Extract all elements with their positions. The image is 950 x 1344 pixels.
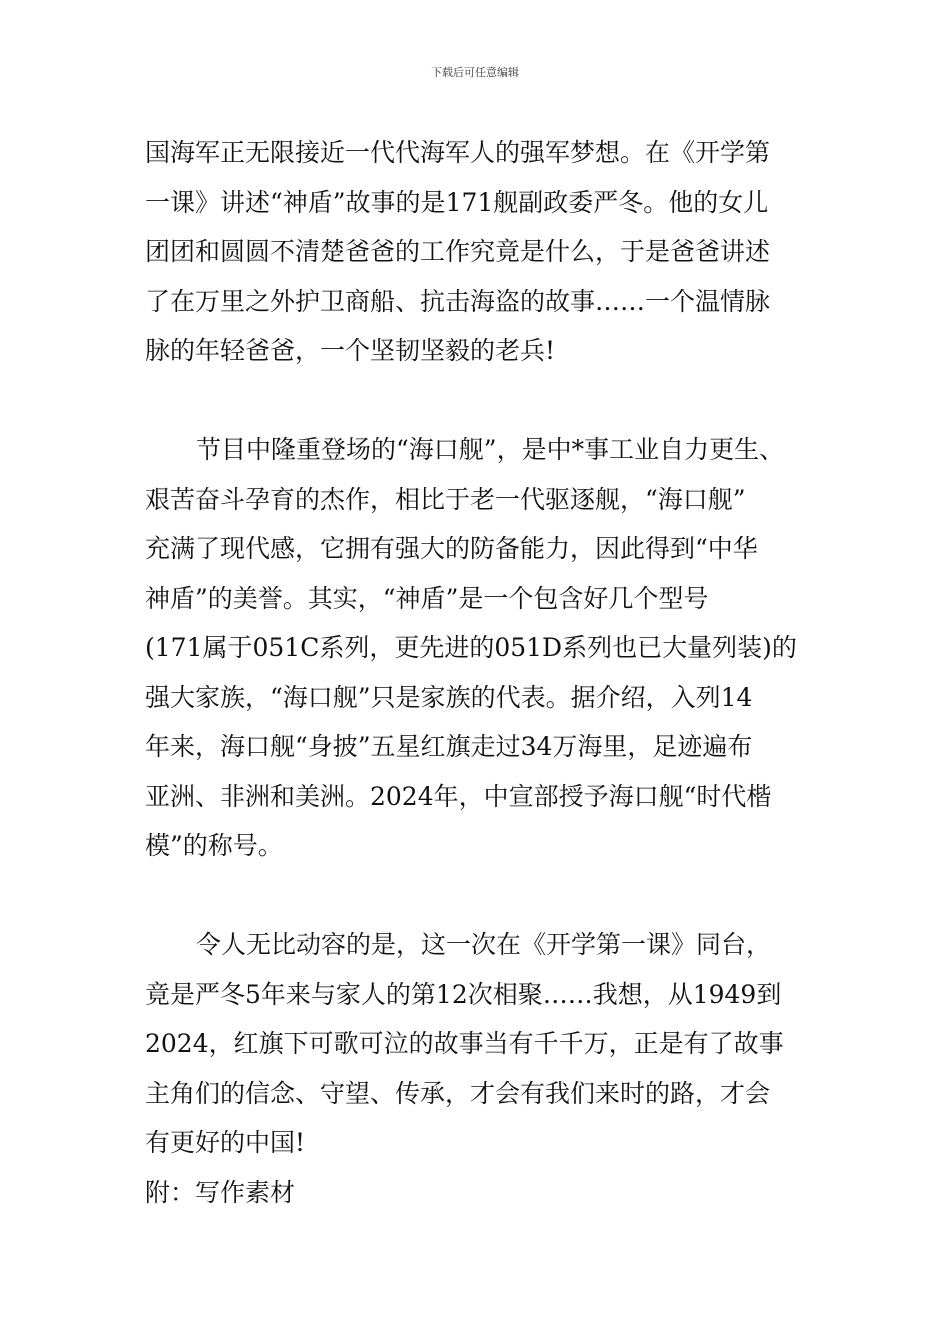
paragraph-line: 团团和圆圆不清楚爸爸的工作究竟是什么，于是爸爸讲述	[145, 237, 771, 266]
paragraph-line: 国海军正无限接近一代代海军人的强军梦想。在《开学第	[145, 138, 771, 167]
paragraph-line: 脉的年轻爸爸，一个坚韧坚毅的老兵!	[145, 336, 556, 365]
paragraph-line: 强大家族，“海口舰”只是家族的代表。据介绍，入列14	[145, 682, 753, 712]
paragraph-line: 年来，海口舰“身披”五星红旗走过34万海里，足迹遍布	[145, 732, 753, 761]
paragraph-line: (171属于051C系列，更先进的051D系列也已大量列装)的	[145, 633, 797, 662]
paragraph-3	[145, 920, 845, 1168]
paragraph-2	[145, 425, 845, 871]
paragraph-line: 竟是严冬5年来与家人的第12次相聚……我想，从1949到	[145, 979, 782, 1009]
paragraph-spacer	[145, 871, 845, 921]
paragraph-line: 充满了现代感，它拥有强大的防备能力，因此得到“中华	[145, 534, 758, 563]
paragraph-line: 亚洲、非洲和美洲。2024年，中宣部授予海口舰“时代楷	[145, 781, 772, 811]
paragraph-line: 艰苦奋斗孕育的杰作，相比于老一代驱逐舰，“海口舰”	[145, 484, 746, 514]
paragraph-line: 主角们的信念、守望、传承，才会有我们来时的路，才会	[145, 1078, 771, 1108]
page-header: 下载后可任意编辑	[431, 66, 519, 79]
paragraph-line: 模”的称号。	[145, 831, 283, 860]
paragraph-line: 2024，红旗下可歌可泣的故事当有千千万，正是有了故事	[145, 1029, 784, 1058]
document-body	[145, 128, 845, 1217]
appendix-heading: 附：写作素材	[145, 1177, 296, 1207]
paragraph-line: 有更好的中国!	[145, 1128, 306, 1157]
paragraph-line: 令人无比动容的是，这一次在《开学第一课》同台，	[196, 930, 772, 959]
paragraph-line: 神盾”的美誉。其实，“神盾”是一个包含好几个型号	[145, 583, 709, 613]
paragraph-line: 一课》讲述“神盾”故事的是171舰副政委严冬。他的女儿	[145, 187, 769, 217]
paragraph-spacer	[145, 376, 845, 426]
paragraph-line: 了在万里之外护卫商船、抗击海盗的故事……一个温情脉	[145, 286, 771, 316]
paragraph-1	[145, 128, 845, 376]
paragraph-line: 节目中隆重登场的“海口舰”，是中*事工业自力更生、	[196, 435, 785, 464]
